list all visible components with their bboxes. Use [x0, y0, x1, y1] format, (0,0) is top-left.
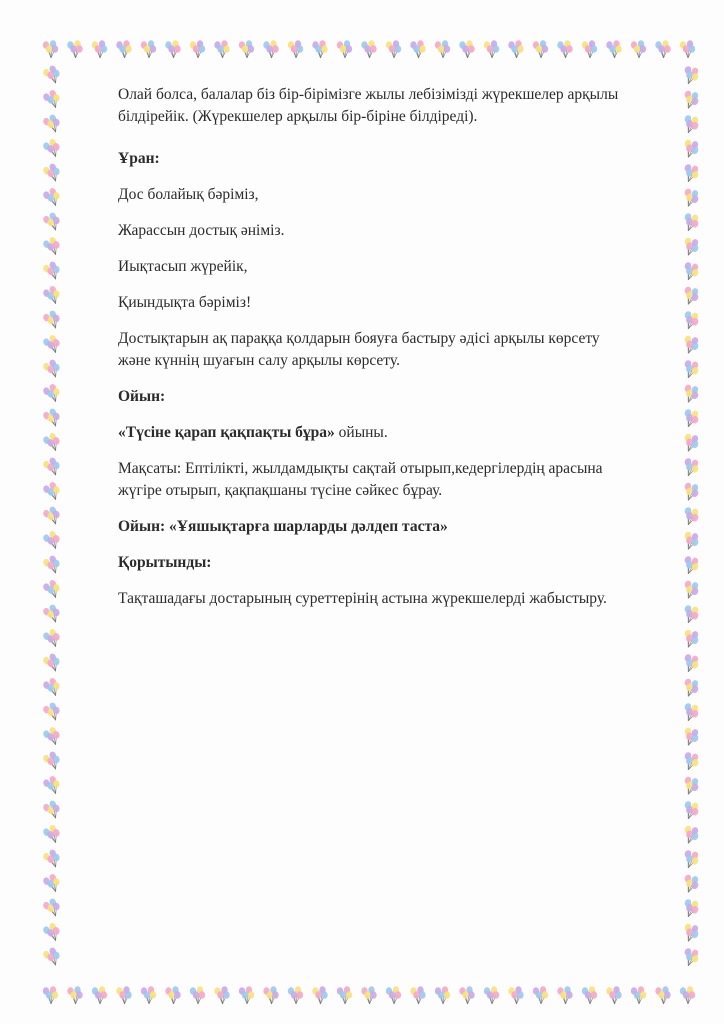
- balloon-cluster-icon: [680, 986, 695, 1004]
- balloon-cluster-icon: [680, 628, 701, 650]
- balloon-cluster-icon: [680, 750, 701, 772]
- balloon-cluster-icon: [67, 40, 82, 58]
- balloon-cluster-icon: [680, 603, 701, 625]
- balloon-cluster-icon: [680, 897, 701, 919]
- balloon-cluster-icon: [680, 162, 701, 184]
- balloon-cluster-icon: [42, 872, 63, 894]
- balloon-cluster-icon: [42, 113, 63, 135]
- balloon-cluster-icon: [606, 986, 621, 1004]
- balloon-cluster-icon: [680, 554, 701, 576]
- balloon-cluster-icon: [680, 922, 701, 944]
- uran-heading: Ұран:: [118, 150, 160, 167]
- balloon-cluster-icon: [484, 40, 499, 58]
- balloon-cluster-icon: [67, 986, 82, 1004]
- balloon-cluster-icon: [239, 986, 254, 1004]
- balloon-cluster-icon: [92, 40, 107, 58]
- balloon-cluster-icon: [42, 456, 63, 478]
- balloon-cluster-icon: [533, 986, 548, 1004]
- balloon-cluster-icon: [42, 750, 63, 772]
- friendship-paragraph: [118, 328, 670, 372]
- balloon-cluster-icon: [190, 40, 205, 58]
- balloon-cluster-icon: [582, 40, 597, 58]
- balloon-cluster-icon: [680, 260, 701, 282]
- balloon-cluster-icon: [42, 529, 63, 551]
- balloon-cluster-icon: [680, 40, 695, 58]
- balloon-cluster-icon: [680, 652, 701, 674]
- uran-line-4: Қиындықта бәріміз!: [118, 294, 252, 311]
- balloon-cluster-icon: [42, 848, 63, 870]
- balloon-cluster-icon: [43, 986, 58, 1004]
- balloon-cluster-icon: [288, 40, 303, 58]
- conclusion-heading: Қорытынды:: [118, 554, 212, 571]
- balloon-cluster-icon: [680, 848, 701, 870]
- balloon-cluster-icon: [680, 824, 701, 846]
- balloon-cluster-icon: [680, 799, 701, 821]
- goal-line-1: Мақсаты: Ептілікті, жылдамдықты сақтай отырып,кедергілердің арасына: [118, 460, 603, 477]
- balloon-cluster-icon: [680, 432, 701, 454]
- uran-line-2: Жарассын достық әніміз.: [118, 222, 285, 239]
- game2-heading: Ойын: «Ұяшықтарға шарларды дәлдеп таста»: [118, 518, 448, 535]
- balloon-cluster-icon: [680, 334, 701, 356]
- balloon-cluster-icon: [680, 187, 701, 209]
- balloon-cluster-icon: [312, 986, 327, 1004]
- balloon-cluster-icon: [42, 162, 63, 184]
- balloon-cluster-icon: [42, 725, 63, 747]
- game-heading: Ойын:: [118, 388, 166, 405]
- balloon-cluster-icon: [214, 40, 229, 58]
- balloon-cluster-icon: [116, 40, 131, 58]
- balloon-cluster-icon: [263, 40, 278, 58]
- balloon-cluster-icon: [42, 333, 63, 355]
- balloon-cluster-icon: [655, 986, 670, 1004]
- balloon-cluster-icon: [680, 579, 701, 601]
- balloon-cluster-icon: [557, 986, 572, 1004]
- balloon-cluster-icon: [42, 235, 63, 257]
- balloon-cluster-icon: [42, 578, 63, 600]
- balloon-cluster-icon: [42, 260, 63, 282]
- game-title-bold: «Түсіне қарап қақпақты бұра»: [118, 424, 335, 441]
- balloon-cluster-icon: [214, 986, 229, 1004]
- balloon-cluster-icon: [165, 40, 180, 58]
- balloon-cluster-icon: [42, 799, 63, 821]
- balloon-cluster-icon: [606, 40, 621, 58]
- balloon-cluster-icon: [680, 407, 701, 429]
- uran-line-3: Иықтасып жүрейік,: [118, 258, 248, 275]
- balloon-cluster-icon: [582, 986, 597, 1004]
- balloon-cluster-icon: [42, 823, 63, 845]
- balloon-cluster-icon: [680, 89, 701, 111]
- balloon-cluster-icon: [42, 309, 63, 331]
- balloon-cluster-icon: [435, 40, 450, 58]
- balloon-cluster-icon: [239, 40, 254, 58]
- balloon-cluster-icon: [42, 676, 63, 698]
- balloon-cluster-icon: [680, 677, 701, 699]
- balloon-cluster-icon: [508, 40, 523, 58]
- balloon-cluster-icon: [680, 358, 701, 380]
- balloon-cluster-icon: [141, 986, 156, 1004]
- document-body: [118, 84, 670, 610]
- balloon-cluster-icon: [459, 40, 474, 58]
- balloon-cluster-icon: [680, 775, 701, 797]
- balloon-cluster-icon: [42, 64, 63, 86]
- balloon-cluster-icon: [116, 986, 131, 1004]
- balloon-cluster-icon: [361, 986, 376, 1004]
- balloon-cluster-icon: [42, 480, 63, 502]
- balloon-cluster-icon: [484, 986, 499, 1004]
- balloon-cluster-icon: [680, 701, 701, 723]
- balloon-cluster-icon: [557, 40, 572, 58]
- friendship-line-1: Достықтарын ақ параққа қолдарын бояуға бастыру әдісі арқылы көрсету: [118, 330, 600, 347]
- balloon-cluster-icon: [42, 284, 63, 306]
- balloon-cluster-icon: [263, 986, 278, 1004]
- balloon-cluster-icon: [680, 113, 701, 135]
- balloon-cluster-icon: [42, 211, 63, 233]
- balloon-cluster-icon: [631, 40, 646, 58]
- balloon-cluster-icon: [190, 986, 205, 1004]
- balloon-cluster-icon: [680, 236, 701, 258]
- balloon-cluster-icon: [680, 481, 701, 503]
- intro-line-1: Олай болса, балалар біз бір-бірімізге жылы лебізімізді жүрекшелер арқылы: [118, 86, 619, 103]
- balloon-cluster-icon: [42, 652, 63, 674]
- balloon-cluster-icon: [680, 383, 701, 405]
- balloon-cluster-icon: [410, 40, 425, 58]
- balloon-cluster-icon: [680, 309, 701, 331]
- balloon-cluster-icon: [680, 138, 701, 160]
- intro-paragraph: [118, 84, 670, 128]
- balloon-cluster-icon: [459, 986, 474, 1004]
- intro-line-2: білдірейік. (Жүрекшелер арқылы бір-біріне білдіреді).: [118, 108, 478, 125]
- balloon-cluster-icon: [680, 873, 701, 895]
- balloon-cluster-icon: [680, 64, 701, 86]
- balloon-cluster-icon: [680, 211, 701, 233]
- game-title: [118, 422, 670, 444]
- balloon-cluster-icon: [386, 40, 401, 58]
- balloon-cluster-icon: [680, 505, 701, 527]
- balloon-cluster-icon: [42, 186, 63, 208]
- balloon-cluster-icon: [42, 382, 63, 404]
- balloon-cluster-icon: [337, 986, 352, 1004]
- balloon-cluster-icon: [410, 986, 425, 1004]
- balloon-cluster-icon: [42, 88, 63, 110]
- balloon-cluster-icon: [533, 40, 548, 58]
- balloon-cluster-icon: [42, 701, 63, 723]
- balloon-cluster-icon: [655, 40, 670, 58]
- friendship-line-2: және күннің шуағын салу арқылы көрсету.: [118, 352, 400, 369]
- balloon-cluster-icon: [435, 986, 450, 1004]
- balloon-cluster-icon: [337, 40, 352, 58]
- balloon-cluster-icon: [680, 285, 701, 307]
- balloon-cluster-icon: [42, 505, 63, 527]
- balloon-cluster-icon: [42, 358, 63, 380]
- balloon-cluster-icon: [92, 986, 107, 1004]
- balloon-cluster-icon: [312, 40, 327, 58]
- balloon-cluster-icon: [680, 530, 701, 552]
- balloon-cluster-icon: [165, 986, 180, 1004]
- balloon-cluster-icon: [42, 897, 63, 919]
- balloon-cluster-icon: [141, 40, 156, 58]
- balloon-cluster-icon: [631, 986, 646, 1004]
- balloon-cluster-icon: [42, 627, 63, 649]
- balloon-cluster-icon: [288, 986, 303, 1004]
- balloon-cluster-icon: [42, 431, 63, 453]
- balloon-cluster-icon: [680, 946, 701, 968]
- balloon-cluster-icon: [680, 726, 701, 748]
- balloon-cluster-icon: [361, 40, 376, 58]
- balloon-cluster-icon: [42, 774, 63, 796]
- balloon-cluster-icon: [42, 603, 63, 625]
- game-title-rest: ойыны.: [334, 424, 388, 441]
- balloon-cluster-icon: [42, 407, 63, 429]
- balloon-cluster-icon: [43, 40, 58, 58]
- goal-line-2: жүгіре отырып, қақпақшаны түсіне сәйкес бұрау.: [118, 482, 443, 499]
- balloon-cluster-icon: [680, 456, 701, 478]
- balloon-cluster-icon: [42, 921, 63, 943]
- conclusion-text: Тақташадағы достарының суреттерінің астына жүрекшелерді жабыстыру.: [118, 590, 607, 607]
- balloon-cluster-icon: [42, 946, 63, 968]
- balloon-cluster-icon: [42, 137, 63, 159]
- uran-line-1: Дос болайық бәріміз,: [118, 186, 259, 203]
- goal-paragraph: [118, 458, 670, 502]
- balloon-cluster-icon: [508, 986, 523, 1004]
- balloon-cluster-icon: [42, 554, 63, 576]
- balloon-cluster-icon: [386, 986, 401, 1004]
